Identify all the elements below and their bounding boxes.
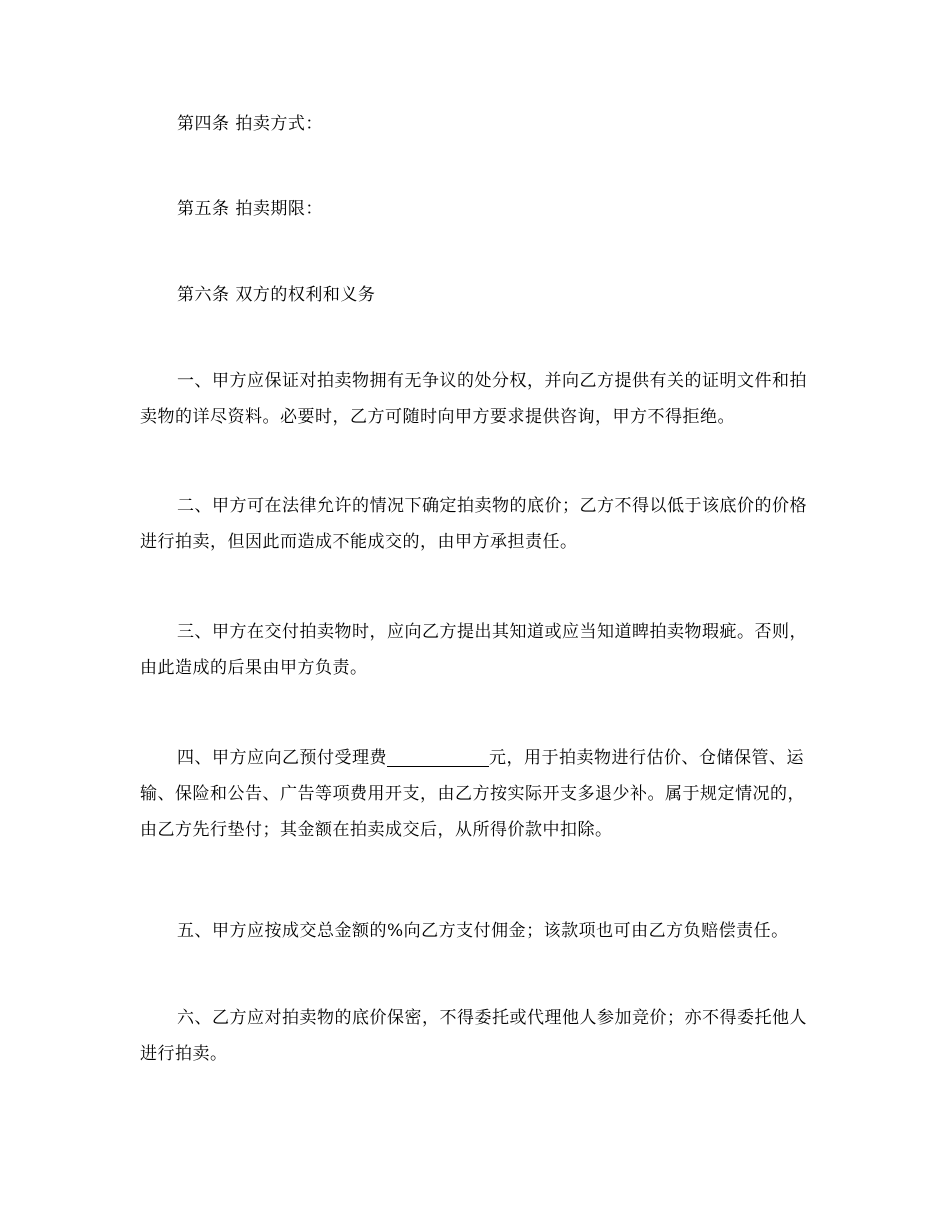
clause-5: 五、甲方应按成交总金额的%向乙方支付佣金；该款项也可由乙方负赔偿责任。 [177, 921, 789, 941]
fee-amount-blank [387, 744, 489, 767]
clause-2: 二、甲方可在法律允许的情况下确定拍卖物的底价；乙方不得以低于该底价的价格进行拍卖，但因此而造成不能成交的，由甲方承担责任。 [140, 496, 807, 552]
clause-4-text-after-blank: 元，用于拍卖物进行估价、仓储保管、运输、保险和公告、广告等项费用开支，由乙方按实际开支多退少补。属于规定情况的，由乙方先行垫付；其金额在拍卖成交后，从所得价款中扣除。 [140, 748, 805, 840]
clause-3: 三、甲方在交付拍卖物时，应向乙方提出其知道或应当知道睥拍卖物瑕疵。否则，由此造成的后果由甲方负责。 [140, 622, 807, 678]
article-5-heading: 第五条 拍卖期限： [177, 199, 323, 219]
article-4-heading: 第四条 拍卖方式： [177, 114, 323, 134]
clause-4 [140, 740, 812, 848]
clause-1: 一、甲方应保证对拍卖物拥有无争议的处分权，并向乙方提供有关的证明文件和拍卖物的详尽资料。必要时，乙方可随时向甲方要求提供咨询，甲方不得拒绝。 [140, 371, 807, 427]
article-6-heading: 第六条 双方的权利和义务 [177, 285, 376, 305]
clause-6: 六、乙方应对拍卖物的底价保密，不得委托或代理他人参加竞价；亦不得委托他人进行拍卖。 [140, 1008, 807, 1064]
clause-4-text-before-blank: 四、甲方应向乙预付受理费 [177, 748, 387, 768]
